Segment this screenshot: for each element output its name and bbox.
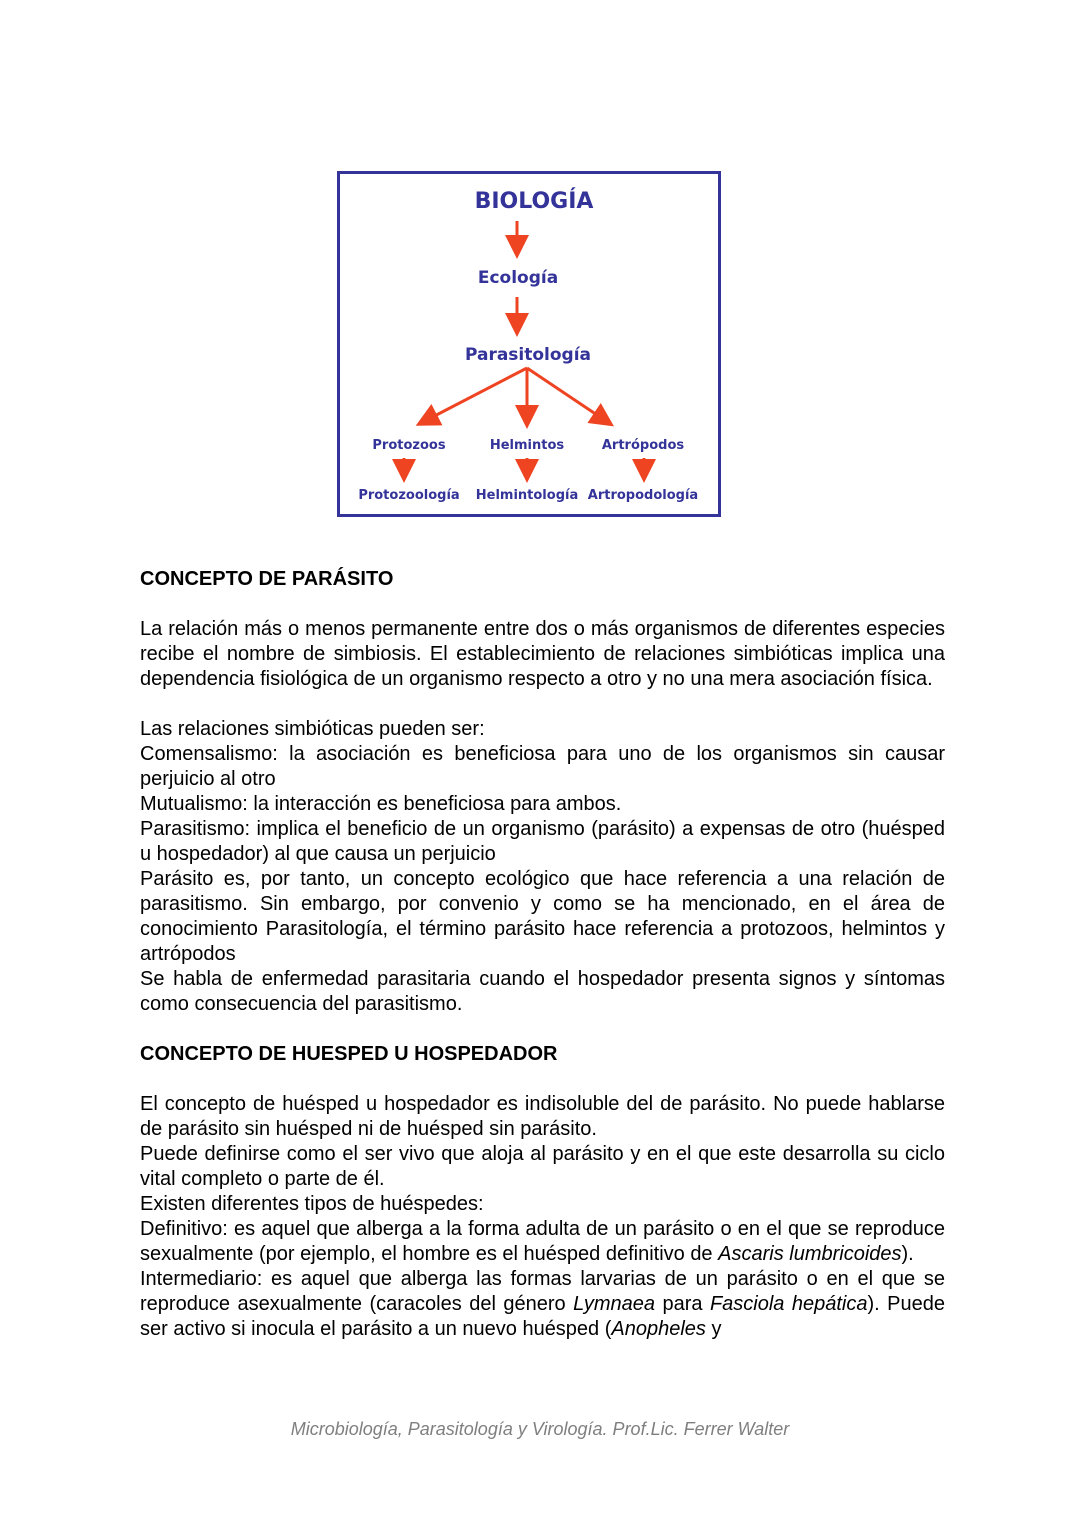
- section-parasite-concept: [140, 567, 945, 1342]
- text-run: Intermediario: es aquel que alberga las formas larvarias de un parásito o en el que se reproduce asexualmente (caracoles del género: [140, 1268, 945, 1315]
- diagram-artropodos-label: Artrópodos: [601, 438, 685, 453]
- paragraph: Mutualismo: la interacción es beneficiosa para ambos.: [140, 793, 622, 815]
- paragraph: [140, 1267, 945, 1342]
- section-heading: CONCEPTO DE HUESPED U HOSPEDADOR: [140, 1043, 558, 1065]
- diagram-ecology-label: Ecología: [477, 268, 559, 288]
- text-run: ). Puede ser activo si inocula el parásito a un nuevo huésped (: [140, 1293, 945, 1340]
- diagram-root-label: BIOLOGÍA: [474, 189, 594, 214]
- diagram-protozoologia-label: Protozoología: [358, 488, 460, 503]
- species-name: Fasciola hepática: [709, 1293, 868, 1315]
- genus-name: Lymnaea: [573, 1293, 655, 1315]
- text-run: y: [705, 1318, 722, 1340]
- paragraph: Se habla de enfermedad parasitaria cuando el hospedador presenta signos y síntomas como consecuencia del parasitismo.: [140, 968, 945, 1015]
- paragraph: Existen diferentes tipos de huéspedes:: [140, 1193, 484, 1215]
- genus-name: Anopheles: [611, 1318, 706, 1340]
- species-name: Ascaris lumbricoides: [718, 1243, 902, 1265]
- biology-hierarchy-diagram: [337, 171, 721, 517]
- diagram-helmintologia-label: Helmintología: [475, 488, 579, 503]
- paragraph: Puede definirse como el ser vivo que aloja al parásito y en el que este desarrolla su ciclo vital completo o parte de él.: [140, 1143, 945, 1190]
- diagram-artropodologia-label: Artropodología: [587, 488, 699, 503]
- page-footer: Microbiología, Parasitología y Virología. Prof.Lic. Ferrer Walter: [290, 1419, 790, 1439]
- paragraph: La relación más o menos permanente entre dos o más organismos de diferentes especies recibe el nombre de simbiosis. El establecimiento de relaciones simbióticas implica una dependencia fisiológica de un organismo respecto a otro y no una mera asociación física.: [140, 618, 945, 690]
- paragraph: Las relaciones simbióticas pueden ser:: [140, 718, 485, 740]
- text-run: para: [655, 1293, 710, 1315]
- diagram-protozoos-label: Protozoos: [372, 438, 446, 453]
- section-heading: CONCEPTO DE PARÁSITO: [140, 568, 394, 590]
- diagram-helmintos-label: Helmintos: [489, 438, 565, 453]
- paragraph: Parasitismo: implica el beneficio de un organismo (parásito) a expensas de otro (huésped u hospedador) al que causa un perjuicio: [140, 818, 945, 865]
- text-run: Definitivo: es aquel que alberga a la forma adulta de un parásito o en el que se reproduce sexualmente (por ejemplo, el hombre es el huésped definitivo de: [140, 1218, 945, 1265]
- paragraph: El concepto de huésped u hospedador es indisoluble del de parásito. No puede hablarse de parásito sin huésped ni de huésped sin parásito.: [140, 1093, 945, 1140]
- paragraph: Parásito es, por tanto, un concepto ecológico que hace referencia a una relación de parasitismo. Sin embargo, por convenio y como se ha mencionado, en el área de conocimiento Parasitología, el término parásito hace referencia a protozoos, helmintos y artrópodos: [140, 868, 945, 965]
- diagram-border: [339, 173, 720, 516]
- paragraph: Comensalismo: la asociación es beneficiosa para uno de los organismos sin causar perjuicio al otro: [140, 743, 945, 790]
- paragraph: [140, 1217, 945, 1267]
- text-run: ).: [901, 1243, 914, 1265]
- diagram-parasitology-label: Parasitología: [464, 345, 592, 365]
